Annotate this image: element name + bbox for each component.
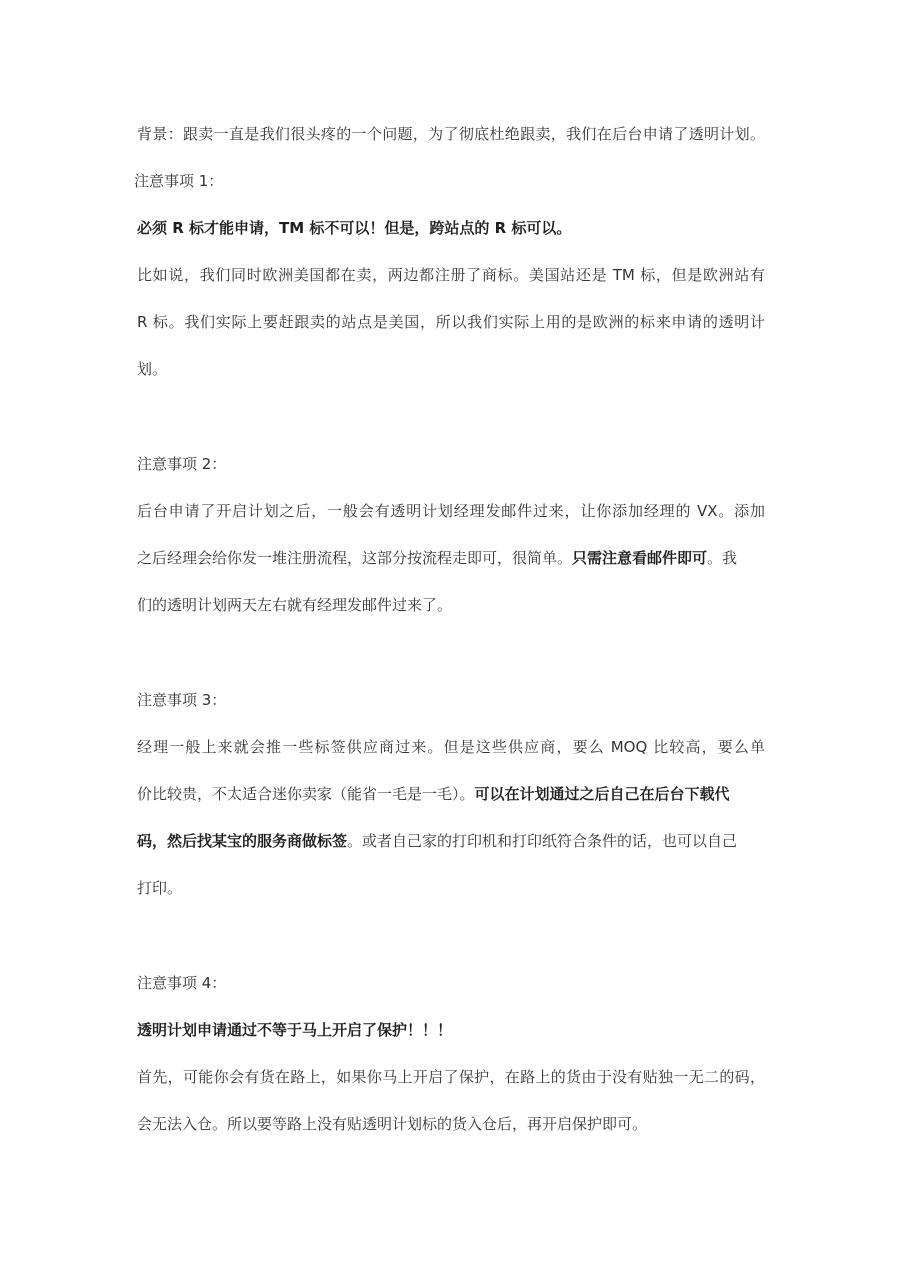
note-2-heading: 注意事项 2： — [137, 455, 227, 473]
note-2-line-2-text: 之后经理会给你发一堆注册流程，这部分按流程走即可，很简单。 — [137, 549, 573, 567]
note-4-heading: 注意事项 4： — [137, 974, 227, 992]
note-4-bold-statement: 透明计划申请通过不等于马上开启了保护！！！ — [137, 1021, 453, 1039]
note-3-paragraph-line-2 — [137, 783, 730, 805]
note-3-line-3-text: 。或者自己家的打印机和打印纸符合条件的话，也可以自己 — [347, 832, 738, 850]
note-2-paragraph-line-2 — [137, 547, 737, 569]
note-1-bold-statement: 必须 R 标才能申请，TM 标不可以！但是，跨站点的 R 标可以。 — [137, 219, 572, 237]
note-3-paragraph-line-4: 打印。 — [137, 879, 183, 897]
note-3-heading: 注意事项 3： — [137, 691, 227, 709]
note-1-heading: 注意事项 1： — [134, 172, 224, 190]
note-1-paragraph-line-1: 比如说，我们同时欧洲美国都在卖，两边都注册了商标。美国站还是 TM 标，但是欧洲站有 — [137, 266, 765, 284]
note-2-emphasis: 只需注意看邮件即可 — [572, 549, 708, 567]
note-1-paragraph-line-3: 划。 — [137, 360, 168, 378]
background-paragraph: 背景：跟卖一直是我们很头疼的一个问题，为了彻底杜绝跟卖，我们在后台申请了透明计划。 — [137, 125, 765, 143]
note-2-line-2-tail: 。我 — [707, 549, 738, 567]
note-3-emphasis-end: 码，然后找某宝的服务商做标签 — [137, 832, 348, 850]
note-2-paragraph-line-1: 后台申请了开启计划之后，一般会有透明计划经理发邮件过来，让你添加经理的 VX。添加 — [137, 502, 765, 520]
note-3-paragraph-line-3 — [137, 830, 737, 852]
note-4-paragraph-line-2: 会无法入仓。所以要等路上没有贴透明计划标的货入仓后，再开启保护即可。 — [137, 1115, 648, 1133]
note-2-paragraph-line-3: 们的透明计划两天左右就有经理发邮件过来了。 — [137, 596, 453, 614]
note-3-paragraph-line-1: 经理一般上来就会推一些标签供应商过来。但是这些供应商，要么 MOQ 比较高，要么单 — [137, 738, 765, 756]
note-3-emphasis-start: 可以在计划通过之后自己在后台下载代 — [474, 785, 730, 803]
note-3-line-2-text: 价比较贵，不太适合迷你卖家（能省一毛是一毛）。 — [137, 785, 475, 803]
note-4-paragraph-line-1: 首先，可能你会有货在路上，如果你马上开启了保护，在路上的货由于没有贴独一无二的码， — [137, 1068, 765, 1086]
note-1-paragraph-line-2: R 标。我们实际上要赶跟卖的站点是美国，所以我们实际上用的是欧洲的标来申请的透明计 — [137, 313, 765, 331]
